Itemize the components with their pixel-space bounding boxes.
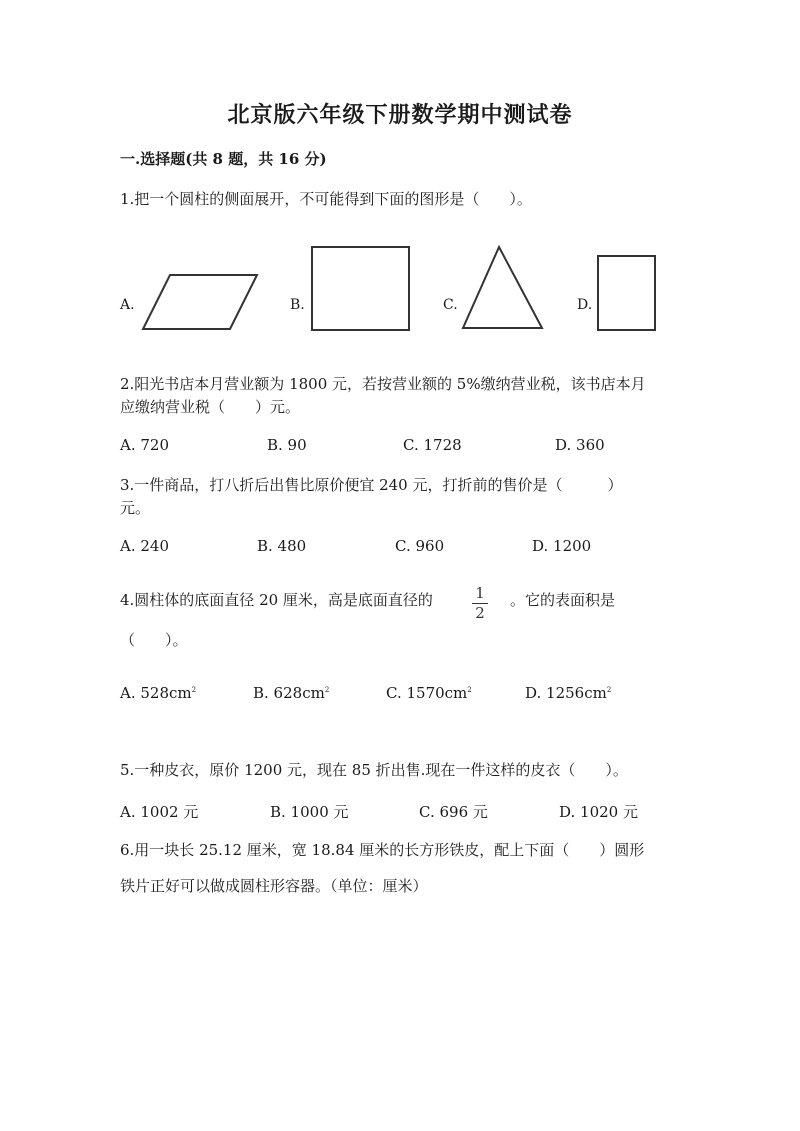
q1-option-d-label: D.: [577, 297, 593, 313]
q5-option-a: A. 1002 元: [120, 803, 199, 821]
rectangle-shape: [597, 255, 657, 332]
question-4-line-2: （ ）。: [120, 631, 188, 649]
q5-option-d: D. 1020 元: [559, 803, 638, 821]
square-shape: [311, 246, 411, 332]
question-6-line-1: 6.用一块长 25.12 厘米，宽 18.84 厘米的长方形铁皮，配上下面（ ）圆形: [120, 841, 645, 859]
parallelogram-shape: [140, 272, 260, 332]
page-title: 北京版六年级下册数学期中测试卷: [227, 102, 573, 128]
q1-option-a-label: A.: [120, 297, 135, 313]
question-4-line-1b: 。它的表面积是: [510, 591, 616, 609]
q2-option-a: A. 720: [120, 436, 169, 454]
fraction-one-half: [470, 585, 490, 622]
question-3-line-2: 元。: [120, 499, 151, 517]
question-5-text: 5.一种皮衣，原价 1200 元，现在 85 折出售.现在一件这样的皮衣（ ）。: [120, 761, 628, 779]
q2-option-c: C. 1728: [403, 436, 462, 454]
section-heading: 一.选择题(共 8 题，共 16 分): [120, 150, 327, 168]
q2-option-d: D. 360: [555, 436, 605, 454]
q4-option-c: C. $1570cm^2$: [386, 684, 472, 702]
q3-option-a: A. 240: [120, 537, 169, 555]
q3-option-d: D. 1200: [532, 537, 592, 555]
q3-option-b: B. 480: [257, 537, 307, 555]
triangle-shape: [461, 245, 545, 331]
question-1-text: 1.把一个圆柱的侧面展开，不可能得到下面的图形是（ ）。: [120, 190, 532, 208]
fraction-denominator: 2: [475, 604, 485, 622]
fraction-numerator: 1: [475, 584, 485, 602]
q2-option-b: B. 90: [267, 436, 307, 454]
question-4-line-1a: 4.圆柱体的底面直径 20 厘米，高是底面直径的: [120, 591, 433, 609]
q3-option-c: C. 960: [395, 537, 445, 555]
question-2-line-1: 2.阳光书店本月营业额为 1800 元，若按营业额的 5%缴纳营业税，该书店本月: [120, 375, 646, 393]
q1-option-b-label: B.: [290, 297, 305, 313]
q1-option-c-label: C.: [443, 297, 458, 313]
q5-option-b: B. 1000 元: [270, 803, 349, 821]
q5-option-c: C. 696 元: [419, 803, 488, 821]
q4-option-b: B. $628cm^2$: [253, 684, 330, 702]
question-2-line-2: 应缴纳营业税（ ）元。: [120, 398, 301, 416]
question-6-line-2: 铁片正好可以做成圆柱形容器。（单位：厘米）: [120, 877, 428, 895]
q4-option-d: D. $1256cm^2$: [525, 684, 612, 702]
q4-option-a: A. $528cm^2$: [120, 684, 197, 702]
question-3-line-1: 3.一件商品，打八折后出售比原价便宜 240 元，打折前的售价是（ ）: [120, 476, 623, 494]
